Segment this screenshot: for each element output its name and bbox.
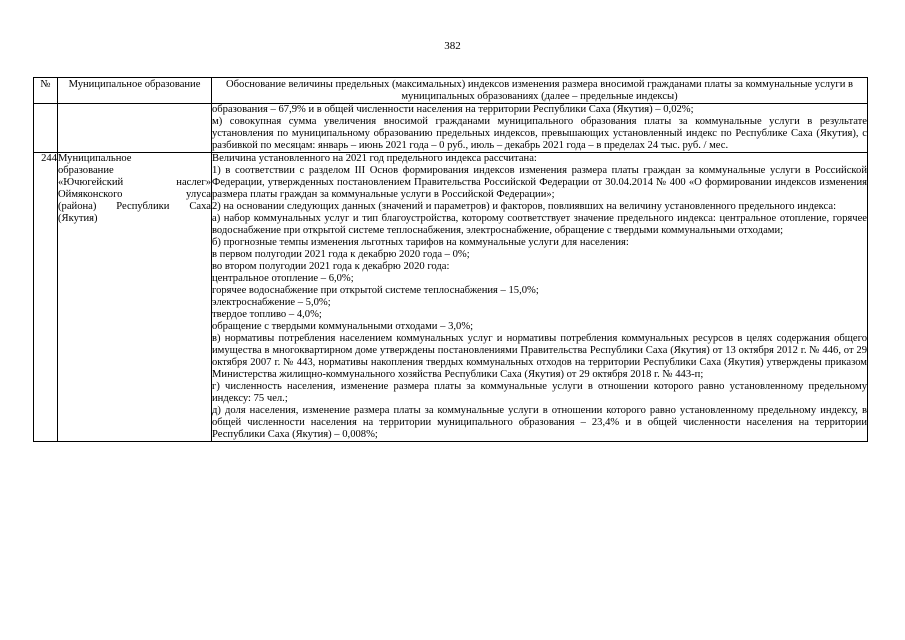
header-municipality: Муниципальное образование <box>58 78 212 104</box>
table-header-row <box>34 78 868 104</box>
paragraph: г) численность населения, изменение размера платы за коммунальные услуги в отношении которого равно установленному предельному индексу: 75 чел.; <box>212 381 867 404</box>
header-number: № <box>34 78 58 104</box>
paragraph: горячее водоснабжение при открытой системе теплоснабжения – 15,0%; <box>212 285 539 296</box>
paragraph: во втором полугодии 2021 года к декабрю 2020 года: <box>212 261 450 272</box>
paragraph: образования – 67,9% и в общей численности населения на территории Республики Саха (Якутия) – 0,02%; <box>212 104 694 115</box>
justification-cell <box>212 153 868 442</box>
paragraph: центральное отопление – 6,0%; <box>212 273 354 284</box>
row-number-cell <box>34 153 58 442</box>
municipality-line: (Якутия) <box>58 213 98 224</box>
continued-municipality-cell <box>58 104 212 153</box>
paragraph: 1) в соответствии с разделом III Основ формирования индексов изменения размера платы граждан за коммунальные услуги в Российской Федерации, утвержденных постановлением Правительства Российской Федерации от 30.04.2014 № 400 «О формировании индексов изменения размера платы граждан за коммунальные услуги в Российской Федерации»; <box>212 165 867 200</box>
header-justification: Обоснование величины предельных (максимальных) индексов изменения размера вносимой гражданами платы за коммунальные услуги в муниципальных образованиях (далее – предельные индексы) <box>212 78 868 104</box>
municipality-line: Оймяконского улуса <box>58 189 211 200</box>
paragraph: м) совокупная сумма увеличения вносимой гражданами муниципального образования платы за коммунальные услуги в результате установления по муниципальному образованию предельных индексов, превышающих установленный индекс по Республике Саха (Якутия), с разбивкой по месяцам: январь – июнь 2021 года – 0 руб., июль – декабрь 2021 года – в пределах 24 тыс. руб. / мес. <box>212 116 867 151</box>
page-number: 382 <box>444 40 461 52</box>
paragraph: б) прогнозные темпы изменения льготных тарифов на коммунальные услуги для населения: <box>212 237 629 248</box>
table-row-244 <box>34 153 868 442</box>
table-row-continued <box>34 104 868 153</box>
municipality-line: (района) Республики Саха <box>58 201 211 212</box>
paragraph: в) нормативы потребления населением коммунальных услуг и нормативы потребления коммунальных ресурсов в целях содержания общего имущества в многоквартирном доме утверждены постановлениями Правительства Республики Саха (Якутия) от 13 октября 2012 г. № 446, от 29 октября 2007 г. № 443, нормативы накопления твердых коммунальных отходов на территории Республики Саха (Якутия) утверждены приказом Министерства жилищно-коммунального хозяйства Республики Саха (Якутия) от 29 октября 2018 г. № 443-п; <box>212 333 867 380</box>
paragraph: 2) на основании следующих данных (значений и параметров) и факторов, повлиявших на величину установленного предельного индекса: <box>212 201 837 212</box>
row-number: 244 <box>41 153 57 164</box>
municipality-line: образование <box>58 165 114 176</box>
municipality-cell <box>58 153 212 442</box>
paragraph: твердое топливо – 4,0%; <box>212 309 322 320</box>
paragraph: электроснабжение – 5,0%; <box>212 297 331 308</box>
continued-number-cell <box>34 104 58 153</box>
paragraph: в первом полугодии 2021 года к декабрю 2020 года – 0%; <box>212 249 470 260</box>
paragraph: д) доля населения, изменение размера платы за коммунальные услуги в отношении которого равно установленному предельному индексу, в общей численности населения на территории муниципального образования – 23,4% и в общей численности населения на территории Республики Саха (Якутия) – 0,008%; <box>212 405 867 440</box>
municipality-line: Муниципальное <box>58 153 132 164</box>
paragraph: а) набор коммунальных услуг и тип благоустройства, которому соответствует значение предельного индекса: центральное отопление, горячее водоснабжение при открытой системе теплоснабжения, электроснабжение, обращение с твердыми коммунальными отходами; <box>212 213 867 236</box>
justification-table <box>33 77 868 442</box>
paragraph: Величина установленного на 2021 год предельного индекса рассчитана: <box>212 153 537 164</box>
paragraph: обращение с твердыми коммунальными отходами – 3,0%; <box>212 321 474 332</box>
municipality-line: «Ючюгейский наслег» <box>58 177 211 188</box>
continued-justification-cell <box>212 104 868 153</box>
